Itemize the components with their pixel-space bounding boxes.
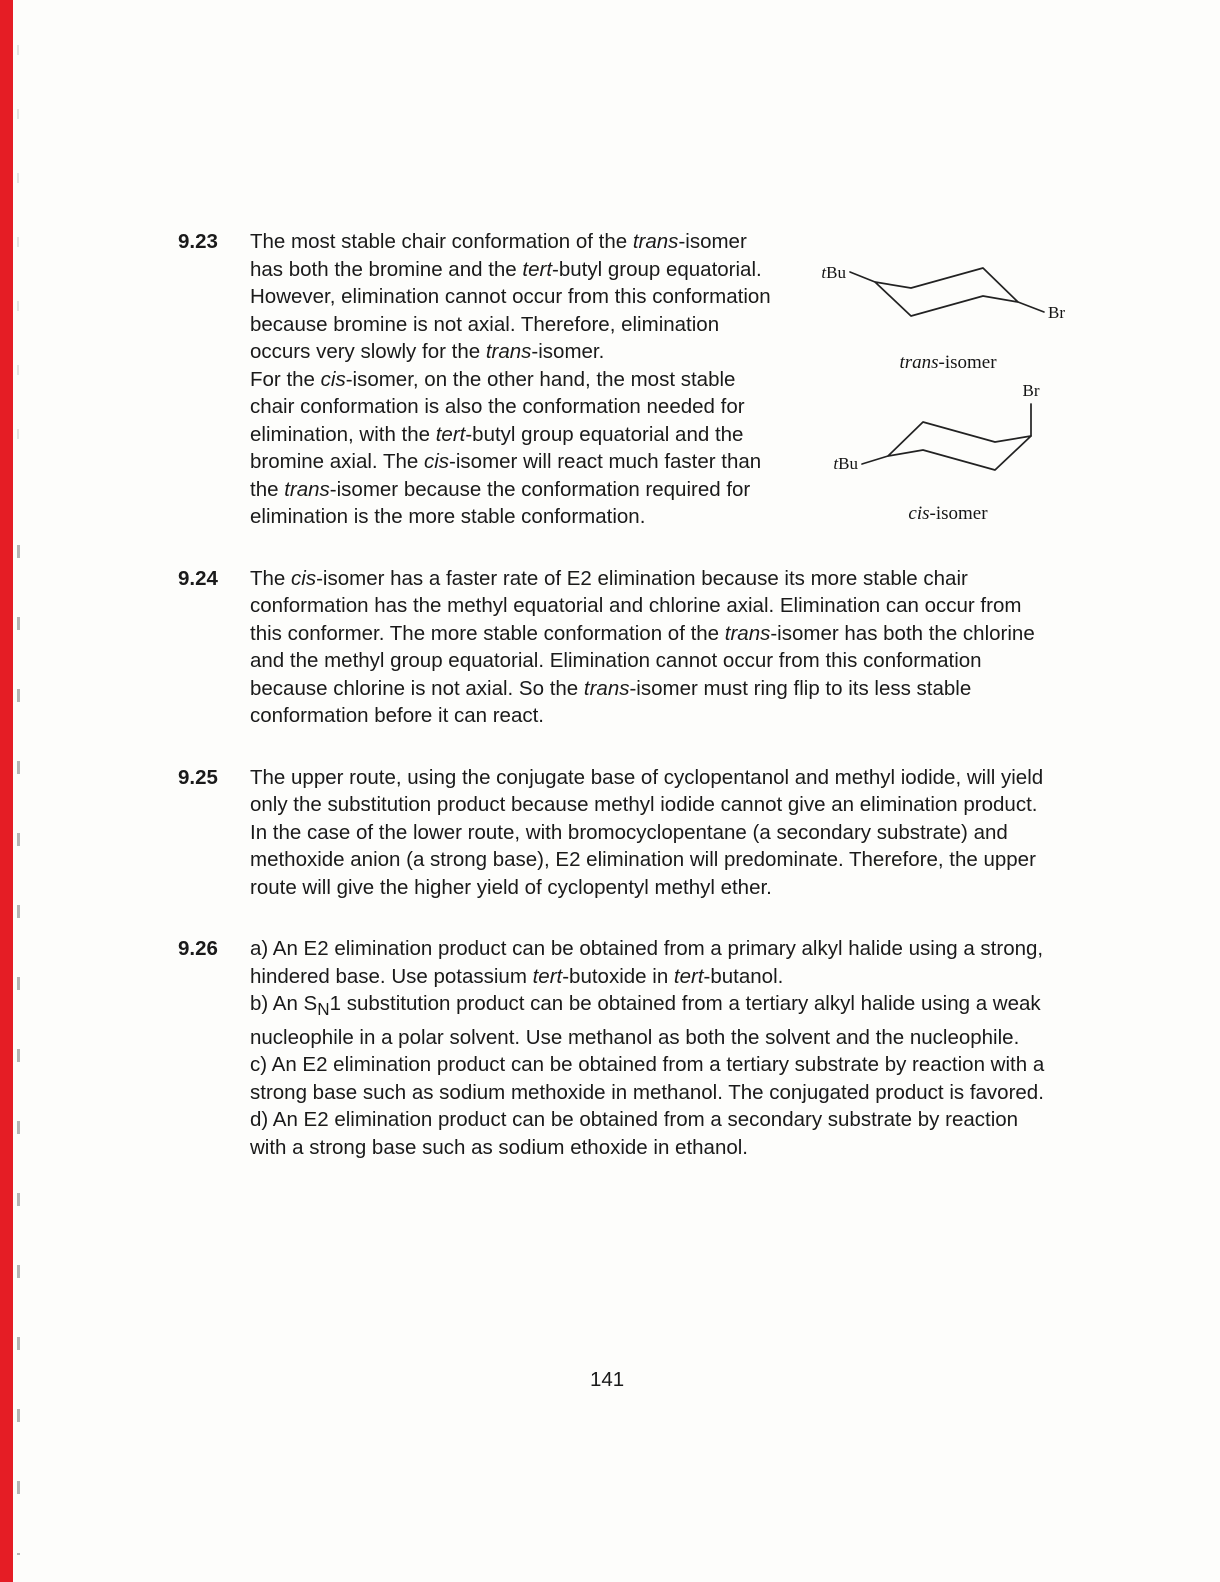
br-label: Br: [1022, 380, 1040, 400]
scan-edge-red-stripe: [0, 0, 13, 1582]
figure-cis-isomer: [798, 374, 1098, 526]
problem-text: [250, 764, 1050, 902]
problem-body: [250, 935, 1050, 1161]
paragraph-c: c) An E2 elimination product can be obtained from a tertiary substrate by reaction with a strong base such as sodium methoxide in methanol. The conjugated product is favored.: [250, 1053, 1045, 1104]
problem-9-26: [178, 935, 1078, 1161]
br-equatorial-bond: [1018, 302, 1044, 312]
trans-chair-structure-drawing: [798, 242, 1098, 342]
paragraph: The upper route, using the conjugate base of cyclopentanol and methyl iodide, will yield only the substitution product because methyl iodide cannot give an elimination product. In the case of the lower route, with bromocyclopentane (a secondary substrate) and methoxide anion (a strong base), E2 elimination will predominate. Therefore, the upper route will give the higher yield of cyclopentyl methyl ether.: [250, 765, 1044, 899]
problem-body: [250, 764, 1050, 902]
page-content: [178, 228, 1078, 1195]
cis-chair-structure-drawing: [798, 374, 1098, 494]
paragraph: The cis-isomer has a faster rate of E2 elimination because its more stable chair conformation has the methyl equatorial and chlorine axial. Elimination can occur from this conformer. The more stable conformation of the trans-isomer has both the chlorine and the methyl group equatorial. Elimination cannot occur from this conformation because chlorine is not axial. So the trans-isomer must ring flip to its less stable conformation before it can react.: [250, 566, 1035, 727]
figure-caption: trans-isomer: [899, 351, 997, 373]
problem-body: [250, 565, 1050, 730]
page-number: 141: [590, 1368, 625, 1391]
problem-text: [250, 565, 1050, 730]
scan-margin-marks-top: [17, 45, 19, 465]
paragraph: For the cis-isomer, on the other hand, the most stable chair conformation is also the conformation needed for elimination, with the tert-butyl group equatorial and the bromine axial. The cis-isomer will react much faster than the trans-isomer because the conformation required for elimination is the more stable conformation.: [250, 367, 762, 528]
cyclohexane-chair-ring: [888, 422, 1031, 470]
tbu-label: tBu: [833, 453, 858, 473]
paragraph: The most stable chair conformation of the trans-isomer has both the bromine and the tert-butyl group equatorial. However, elimination cannot occur from this conformation because bromine is not axial. Therefore, elimination occurs very slowly for the trans-isomer.: [250, 230, 771, 363]
paragraph-b: b) An $S_N1$ substitution product can be obtained from a tertiary alkyl halide using a weak nucleophile in a polar solvent. Use methanol as both the solvent and the nucleophile.: [250, 992, 1041, 1049]
problem-number: 9.25: [178, 765, 218, 789]
problem-text: [250, 935, 1050, 1161]
problem-text: [250, 228, 774, 531]
problem-9-24: [178, 565, 1078, 730]
paragraph-a: a) An E2 elimination product can be obtained from a primary alkyl halide using a strong, hindered base. Use potassium tert-butoxide in tert-butanol.: [250, 937, 1044, 988]
tbu-equatorial-bond: [850, 272, 875, 282]
problem-number: 9.26: [178, 937, 218, 960]
chemical-structures: [798, 242, 1098, 525]
problem-number: 9.24: [178, 566, 218, 590]
problem-9-25: [178, 764, 1078, 902]
problem-9-23: [178, 228, 1078, 531]
tbu-equatorial-bond: [862, 456, 888, 464]
br-label: Br: [1048, 303, 1065, 322]
scan-margin-marks: [17, 545, 20, 1555]
figure-caption: cis-isomer: [908, 503, 988, 524]
figure-trans-isomer: [798, 242, 1098, 374]
tbu-label: tBu: [821, 263, 846, 282]
cyclohexane-chair-ring: [875, 268, 1018, 316]
paragraph-d: d) An E2 elimination product can be obtained from a secondary substrate by reaction with a strong base such as sodium ethoxide in ethanol.: [250, 1108, 1019, 1159]
problem-number: 9.23: [178, 230, 218, 253]
problem-body: [250, 228, 1065, 531]
